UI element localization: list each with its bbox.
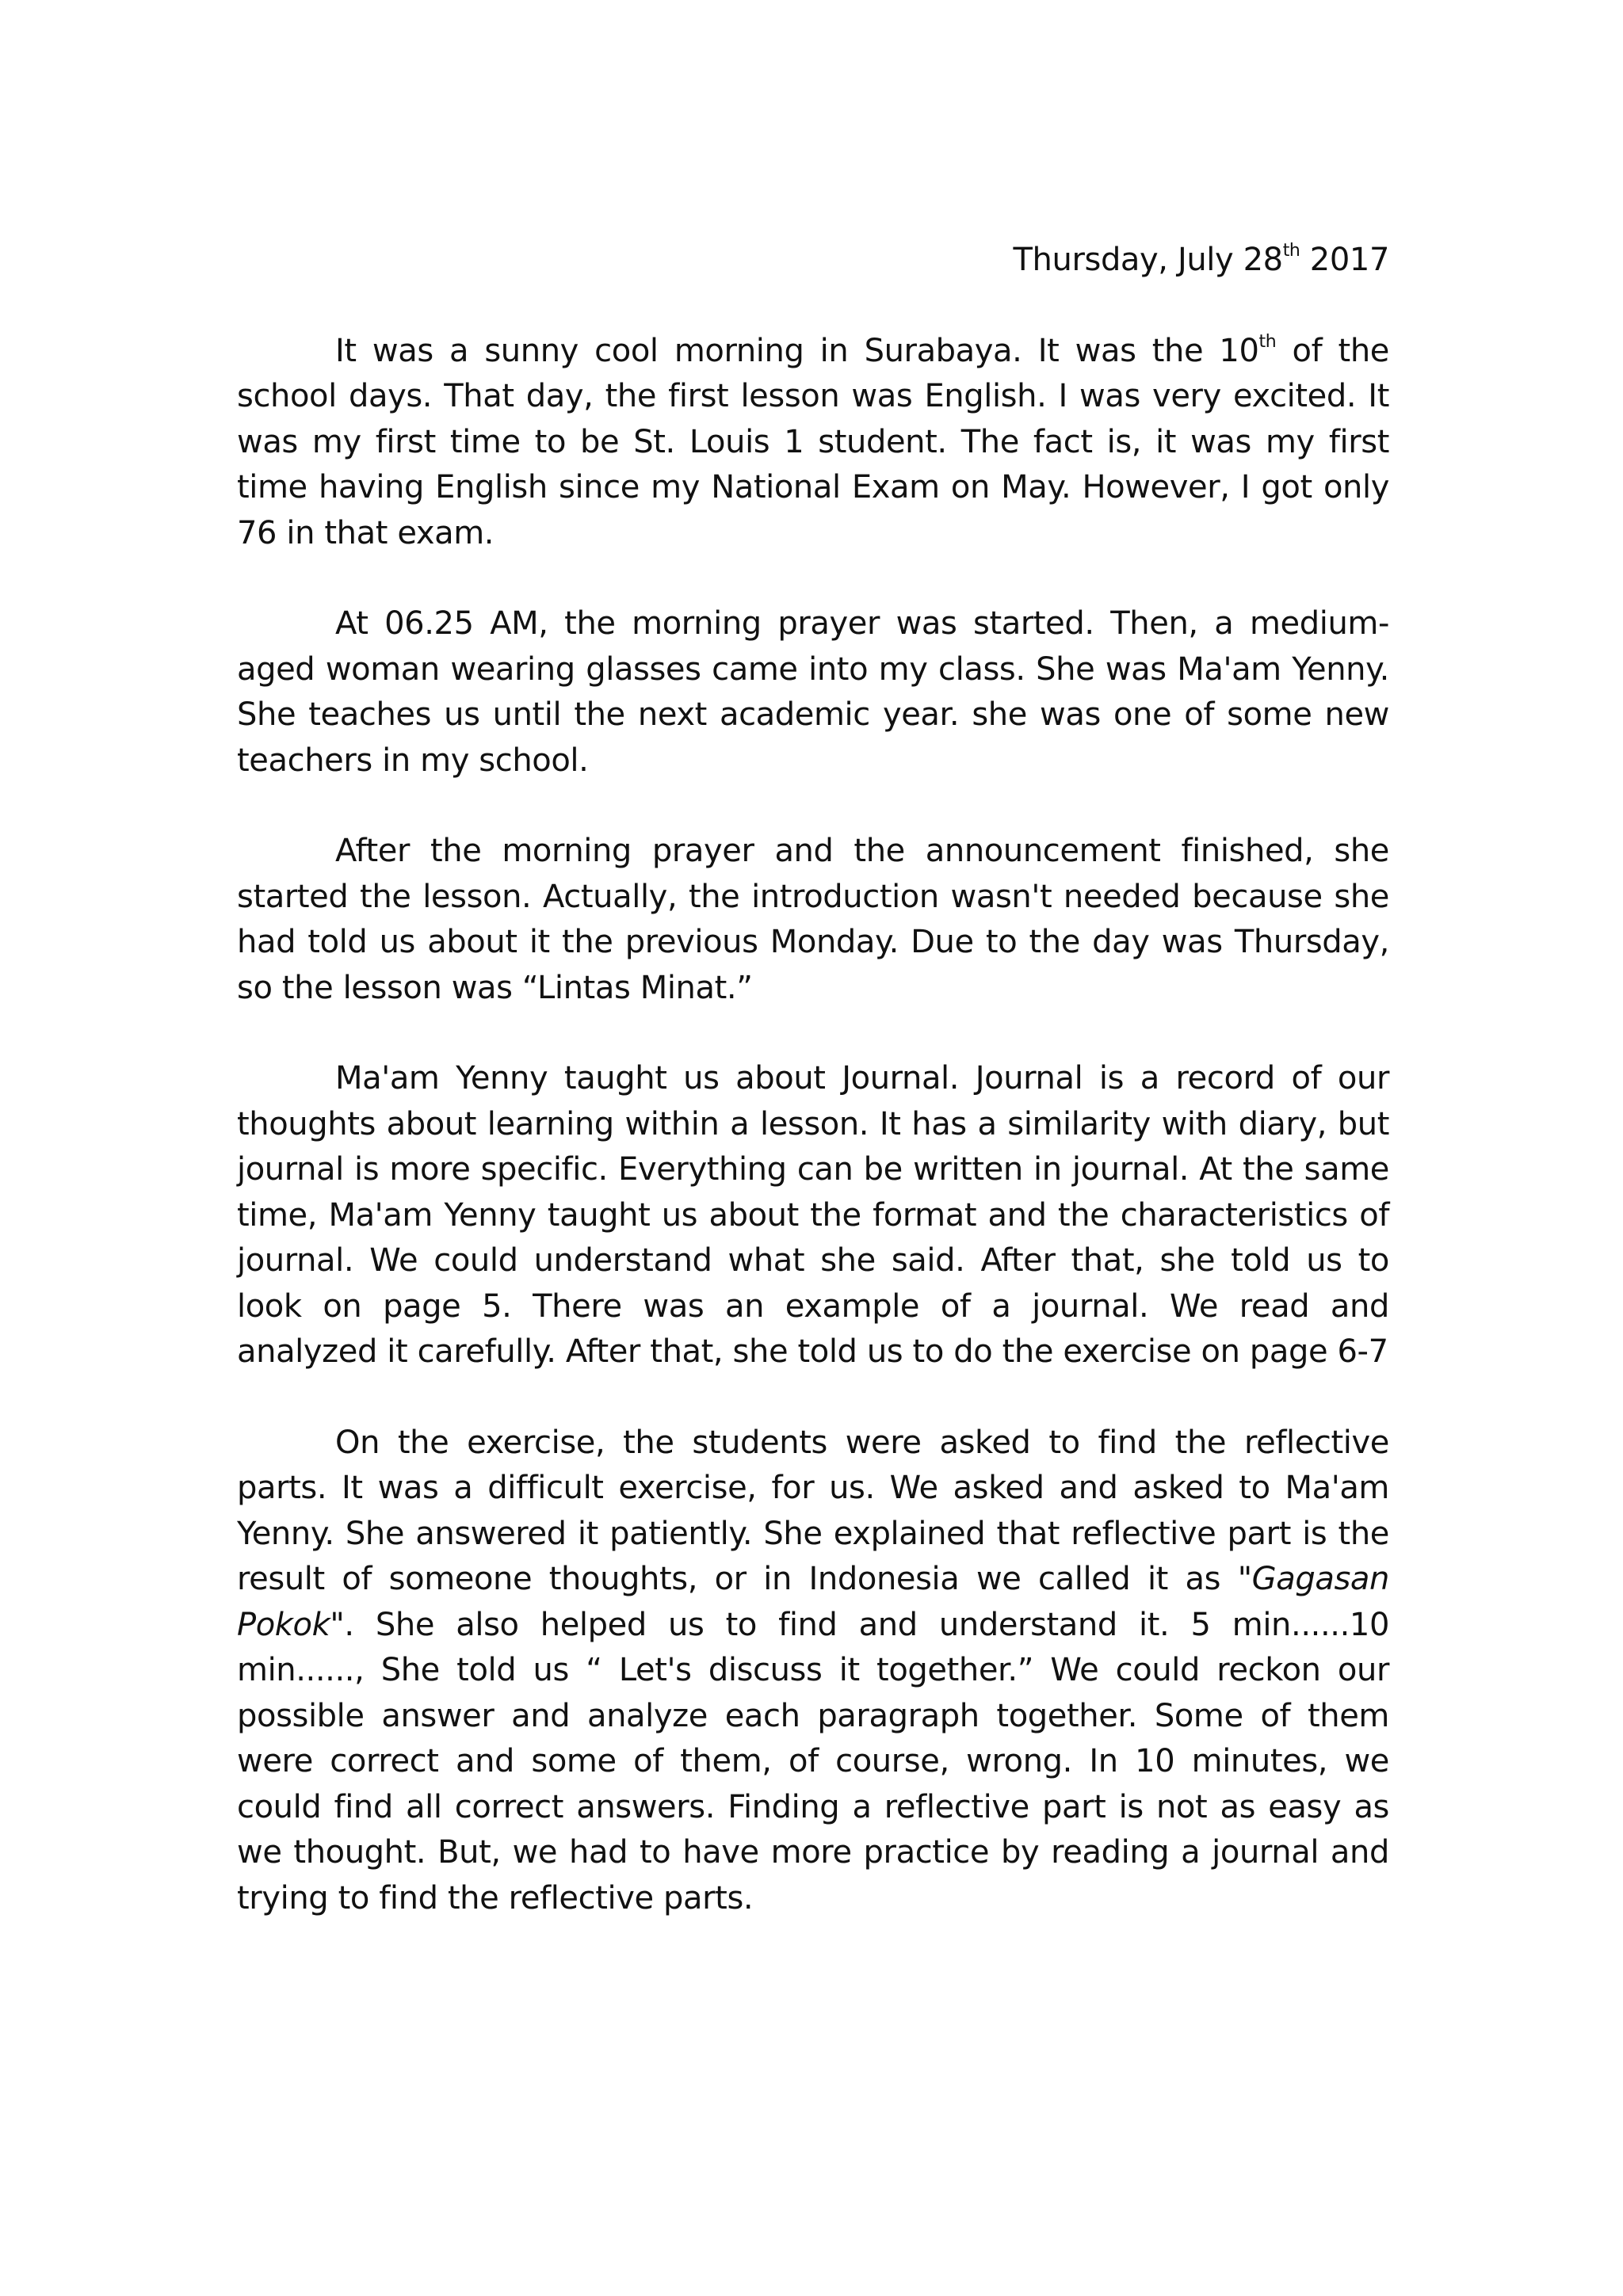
date-ordinal-suffix: th — [1282, 241, 1300, 261]
paragraph-5-italic-term: "Gagasan Pokok" — [237, 1561, 1389, 1643]
paragraph-1-text-b: of the school days. That day, the first lesson was English. I was very excited. It was my first time to be St. Louis 1 student. The fact is, it was my first time having English since my National Exam on May. However, I got only 76 in that exam. — [237, 332, 1389, 551]
paragraph-5-text-b: . She also helped us to find and understand it. 5 min......10 min......, She told us “ Let's discuss it together.” We could reckon our possible answer and analyze each paragraph together. Some of them were correct and some of them, of course, wrong. In 10 minutes, we could find all correct answers. Finding a reflective part is not as easy as we thought. But, we had to have more practice by reading a journal and trying to find the reflective parts. — [237, 1606, 1389, 1917]
paragraph-1-ordinal-suffix: th — [1258, 331, 1277, 352]
paragraph-1-text-a: It was a sunny cool morning in Surabaya. It was the 10 — [335, 332, 1259, 369]
journal-date — [237, 238, 1389, 284]
paragraph-1 — [237, 329, 1389, 557]
date-year: 2017 — [1300, 242, 1389, 278]
paragraph-5-text-a: On the exercise, the students were asked to find the reflective parts. It was a difficult exercise, for us. We asked and asked to Ma'am Yenny. She answered it patiently. She explained that reflective part is the result of someone thoughts, or in Indonesia we called it as — [237, 1424, 1389, 1597]
paragraph-3: After the morning prayer and the announcement finished, she started the lesson. Actually, the introduction wasn't needed because she had told us about it the previous Monday. Due to the day was Thursday, so the lesson was “Lintas Minat.” — [237, 833, 1389, 1006]
paragraph-4: Ma'am Yenny taught us about Journal. Journal is a record of our thoughts about learning within a lesson. It has a similarity with diary, but journal is more specific. Everything can be written in journal. At the same time, Ma'am Yenny taught us about the format and the characteristics of journal. We could understand what she said. After that, she told us to look on page 5. There was an example of a journal. We read and analyzed it carefully. After that, she told us to do the exercise on page 6-7 — [237, 1060, 1389, 1370]
date-day-month: Thursday, July 28 — [1013, 242, 1283, 278]
paragraph-2: At 06.25 AM, the morning prayer was started. Then, a medium-aged woman wearing glasses came into my class. She was Ma'am Yenny. She teaches us until the next academic year. she was one of some new teachers in my school. — [237, 605, 1389, 779]
journal-body — [237, 238, 1389, 1921]
paragraph-5 — [237, 1421, 1389, 1922]
